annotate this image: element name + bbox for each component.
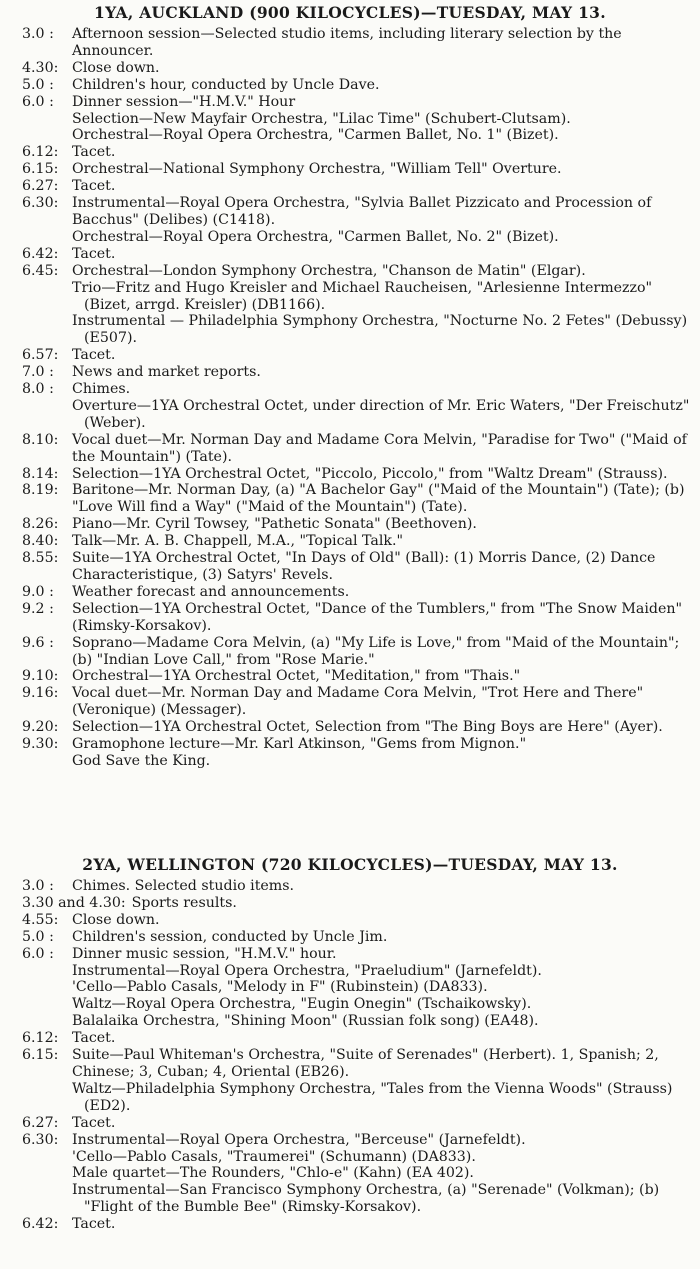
entry-time: 8.55: — [22, 550, 59, 567]
entry-description: Waltz—Royal Opera Orchestra, "Eugin Onegin" (Tschaikowsky). — [72, 996, 532, 1013]
programme-entry — [0, 719, 700, 736]
entry-description: 'Cello—Pablo Casals, "Traumerei" (Schumann) (DA833). — [72, 1148, 476, 1165]
entry-description: Selection—New Mayfair Orchestra, "Lilac Time" (Schubert-Clutsam). — [72, 110, 571, 127]
entry-description: God Save the King. — [72, 752, 211, 769]
programme-list — [0, 26, 700, 770]
programme-entry — [0, 1081, 700, 1115]
entry-description: Instrumental—Royal Opera Orchestra, "Praeludium" (Jarnefeldt). — [72, 962, 542, 979]
entry-time: 6.27: — [22, 1114, 59, 1131]
section-heading: 1YA, AUCKLAND (900 KILOCYCLES)—TUESDAY, MAY 13. — [94, 3, 606, 22]
entry-description: Tacet. — [72, 144, 116, 161]
programme-entry — [0, 381, 700, 398]
entry-time: 6.42: — [22, 1216, 59, 1233]
programme-entry — [0, 878, 700, 895]
programme-entry — [0, 736, 700, 753]
entry-time: 8.19: — [22, 482, 59, 499]
entry-time: 6.0 : — [22, 945, 54, 962]
entry-description: Piano—Mr. Cyril Towsey, "Pathetic Sonata" (Beethoven). — [72, 516, 477, 533]
entry-description: Soprano—Madame Cora Melvin, (a) "My Life is Love," from "Maid of the Mountain"; (b) "Indian Love Call," from "Rose Marie." — [72, 634, 680, 668]
programme-entry — [0, 533, 700, 550]
programme-entry — [0, 1115, 700, 1132]
entry-time: 4.30: — [22, 59, 59, 76]
entry-time: 3.0 : — [22, 878, 54, 894]
entry-time: 8.40: — [22, 533, 59, 550]
programme-entry — [0, 516, 700, 533]
programme-entry — [0, 127, 700, 144]
programme-entry — [0, 161, 700, 178]
programme-entry — [0, 195, 700, 229]
entry-time: 6.30: — [22, 195, 59, 212]
entry-description: Chimes. — [72, 381, 131, 398]
entry-time: 3.0 : — [22, 26, 54, 42]
entry-description: Instrumental—San Francisco Symphony Orchestra, (a) "Serenade" (Volkman); (b) "Flight of the Bumble Bee" (Rimsky-Korsakov). — [72, 1182, 660, 1216]
entry-description: Male quartet—The Rounders, "Chlo-e" (Kahn) (EA 402). — [72, 1165, 474, 1182]
programme-entry — [0, 668, 700, 685]
programme-section-2ya — [0, 852, 700, 1233]
programme-entry — [0, 1047, 700, 1081]
entry-time: 6.15: — [22, 161, 59, 178]
programme-entry — [0, 946, 700, 963]
entry-description: Baritone—Mr. Norman Day, (a) "A Bachelor Gay" ("Maid of the Mountain") (Tate); (b) "Love Will find a Way" ("Maid of the Mountain") (Tate). — [72, 482, 685, 516]
entry-description: Tacet. — [72, 347, 116, 364]
programme-entry — [0, 26, 700, 60]
programme-entry — [0, 60, 700, 77]
entry-time: 6.42: — [22, 245, 59, 262]
programme-entry — [0, 466, 700, 483]
entry-time: 8.10: — [22, 431, 59, 448]
programme-entry — [0, 77, 700, 94]
entry-description: Tacet. — [72, 1114, 116, 1131]
programme-entry — [0, 912, 700, 929]
entry-description: Selection—1YA Orchestral Octet, "Piccolo, Piccolo," from "Waltz Dream" (Strauss). — [72, 465, 668, 482]
entry-time: 6.57: — [22, 347, 59, 364]
programme-entry — [0, 1165, 700, 1182]
entry-description: Selection—1YA Orchestral Octet, Selection from "The Bing Boys are Here" (Ayer). — [72, 719, 663, 736]
entry-description: Chimes. Selected studio items. — [72, 878, 295, 894]
entry-description: Orchestral—National Symphony Orchestra, "William Tell" Overture. — [72, 161, 562, 178]
entry-description: Tacet. — [72, 245, 116, 262]
programme-entry — [0, 432, 700, 466]
programme-entry — [0, 313, 700, 347]
programme-entry — [0, 753, 700, 770]
programme-entry — [0, 635, 700, 669]
entry-time: 6.15: — [22, 1047, 59, 1064]
entry-time: 5.0 : — [22, 928, 54, 945]
entry-time: 9.6 : — [22, 634, 54, 651]
programme-entry — [0, 1132, 700, 1149]
entry-description: Orchestral—London Symphony Orchestra, "Chanson de Matin" (Elgar). — [72, 262, 586, 279]
entry-description: Orchestral—Royal Opera Orchestra, "Carmen Ballet, No. 2" (Bizet). — [72, 228, 559, 245]
entry-description: Talk—Mr. A. B. Chappell, M.A., "Topical Talk." — [72, 533, 404, 550]
entry-description: Children's hour, conducted by Uncle Dave. — [72, 76, 380, 93]
entry-time: 8.0 : — [22, 381, 54, 398]
programme-entry — [0, 1030, 700, 1047]
entry-description: Orchestral—Royal Opera Orchestra, "Carmen Ballet, No. 1" (Bizet). — [72, 127, 559, 144]
entry-time: 9.2 : — [22, 600, 54, 617]
entry-description: Tacet. — [72, 1030, 116, 1047]
programme-entry — [0, 111, 700, 128]
entry-time: 7.0 : — [22, 364, 54, 381]
entry-time: 8.14: — [22, 465, 59, 482]
entry-time: 9.10: — [22, 668, 59, 685]
programme-entry — [0, 979, 700, 996]
programme-entry — [0, 601, 700, 635]
programme-entry — [0, 1182, 700, 1216]
entry-time: 9.20: — [22, 719, 59, 736]
section-heading: 2YA, WELLINGTON (720 KILOCYCLES)—TUESDAY, MAY 13. — [82, 855, 618, 874]
entry-time: 6.12: — [22, 144, 59, 161]
entry-description: Tacet. — [72, 1216, 116, 1233]
programme-entry — [0, 1013, 700, 1030]
programme-entry — [0, 178, 700, 195]
entry-description: Orchestral—1YA Orchestral Octet, "Meditation," from "Thais." — [72, 668, 521, 685]
entry-description: Instrumental—Royal Opera Orchestra, "Sylvia Ballet Pizzicato and Procession of Bacchus" (Delibes) (C1418). — [72, 195, 652, 228]
entry-description: Sports results. — [131, 894, 237, 911]
programme-entry — [0, 229, 700, 246]
programme-entry — [0, 280, 700, 314]
entry-description: Selection—1YA Orchestral Octet, "Dance of the Tumblers," from "The Snow Maiden" (Rimsky-Korsakov). — [72, 600, 683, 634]
programme-entry — [0, 963, 700, 980]
programme-entry — [0, 996, 700, 1013]
programme-entry — [0, 263, 700, 280]
entry-description: Instrumental—Royal Opera Orchestra, "Berceuse" (Jarnefeldt). — [72, 1131, 526, 1148]
entry-description: Close down. — [72, 911, 160, 928]
programme-entry — [0, 550, 700, 584]
entry-time: 8.26: — [22, 516, 59, 533]
programme-entry — [0, 1216, 700, 1233]
entry-description: Gramophone lecture—Mr. Karl Atkinson, "Gems from Mignon." — [72, 736, 527, 753]
programme-entry — [0, 895, 700, 912]
entry-description: 'Cello—Pablo Casals, "Melody in F" (Rubinstein) (DA833). — [72, 979, 488, 996]
entry-description: Trio—Fritz and Hugo Kreisler and Michael Raucheisen, "Arlesienne Intermezzo" (Bizet, arrgd. Kreisler) (DB1166). — [72, 279, 653, 313]
entry-time: 5.0 : — [22, 76, 54, 93]
entry-time: 6.45: — [22, 262, 59, 279]
entry-description: Balalaika Orchestra, "Shining Moon" (Russian folk song) (EA48). — [72, 1013, 539, 1030]
programme-entry — [0, 144, 700, 161]
programme-entry — [0, 482, 700, 516]
programme-entry — [0, 94, 700, 111]
entry-time: 6.30: — [22, 1131, 59, 1148]
entry-description: Instrumental — Philadelphia Symphony Orchestra, "Nocturne No. 2 Fetes" (Debussy) (E507). — [72, 313, 688, 347]
entry-description: Vocal duet—Mr. Norman Day and Madame Cora Melvin, "Trot Here and There" (Veronique) (Messager). — [72, 685, 644, 719]
entry-description: Close down. — [72, 59, 160, 76]
entry-time: 3.30 and 4.30: — [22, 894, 126, 911]
entry-description: Vocal duet—Mr. Norman Day and Madame Cora Melvin, "Paradise for Two" ("Maid of the Mountain") (Tate). — [72, 431, 687, 465]
programme-entry — [0, 1149, 700, 1166]
entry-description: Waltz—Philadelphia Symphony Orchestra, "Tales from the Vienna Woods" (Strauss) (ED2). — [72, 1080, 673, 1114]
entry-time: 6.12: — [22, 1030, 59, 1047]
entry-time: 6.0 : — [22, 93, 54, 110]
entry-time: 4.55: — [22, 911, 59, 928]
entry-description: News and market reports. — [72, 364, 261, 381]
entry-description: Suite—1YA Orchestral Octet, "In Days of Old" (Ball): (1) Morris Dance, (2) Dance Characteristique, (3) Satyrs' Revels. — [72, 550, 656, 583]
programme-entry — [0, 929, 700, 946]
entry-description: Afternoon session—Selected studio items, including literary selection by the Announcer. — [72, 26, 622, 59]
entry-description: Children's session, conducted by Uncle Jim. — [72, 928, 388, 945]
entry-description: Suite—Paul Whiteman's Orchestra, "Suite of Serenades" (Herbert). 1, Spanish; 2, Chinese; 3, Cuban; 4, Oriental (EB26). — [72, 1047, 659, 1080]
programme-entry — [0, 685, 700, 719]
entry-time: 9.16: — [22, 685, 59, 702]
entry-description: Tacet. — [72, 178, 116, 195]
programme-list — [0, 878, 700, 1233]
programme-entry — [0, 246, 700, 263]
entry-description: Dinner music session, "H.M.V." hour. — [72, 945, 337, 962]
entry-time: 9.30: — [22, 736, 59, 753]
entry-time: 9.0 : — [22, 583, 54, 600]
programme-entry — [0, 584, 700, 601]
entry-description: Overture—1YA Orchestral Octet, under direction of Mr. Eric Waters, "Der Freischutz" (Weber). — [72, 397, 690, 431]
entry-time: 6.27: — [22, 178, 59, 195]
programme-entry — [0, 347, 700, 364]
programme-entry — [0, 364, 700, 381]
entry-description: Weather forecast and announcements. — [72, 583, 350, 600]
programme-entry — [0, 398, 700, 432]
entry-description: Dinner session—"H.M.V." Hour — [72, 93, 296, 110]
